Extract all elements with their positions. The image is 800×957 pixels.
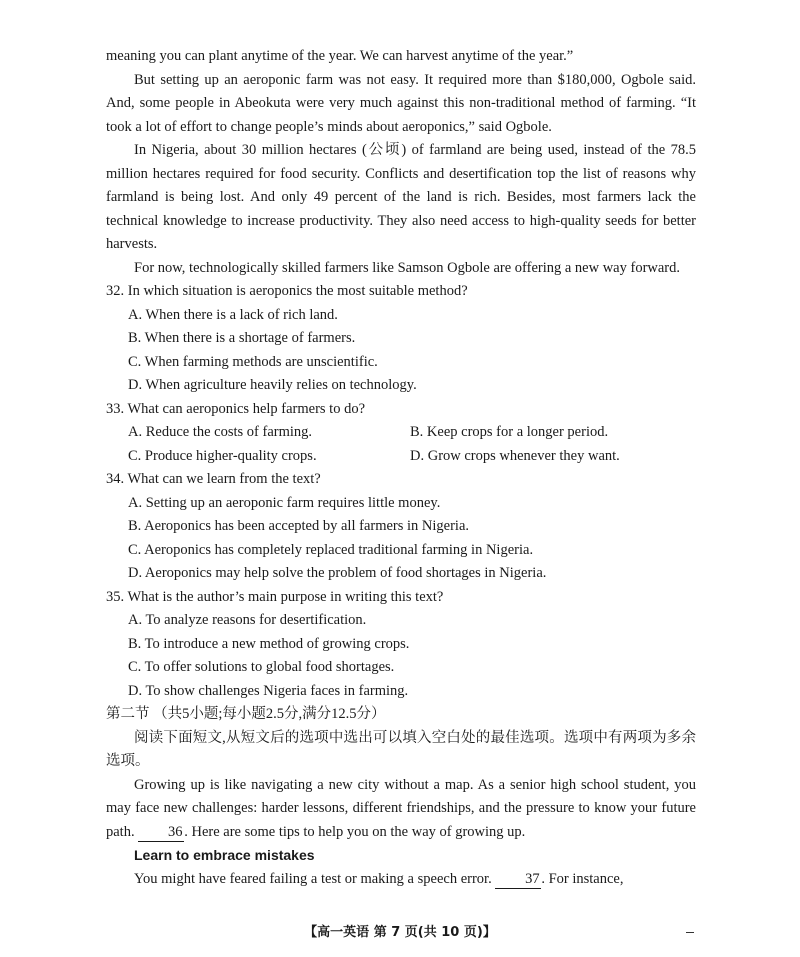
cloze-text: For instance,	[548, 870, 624, 887]
blank-36: 36	[138, 823, 184, 842]
passage-line-continued: meaning you can plant anytime of the year. We can harvest anytime of the year.”	[106, 48, 574, 64]
blank-37: 37	[495, 870, 541, 889]
page-footer: 【高一英语 第 7 页(共 10 页)】	[304, 925, 496, 940]
option-c: C. Aeroponics has completely replaced traditional farming in Nigeria.	[128, 541, 534, 558]
option-b: B. To introduce a new method of growing crops.	[128, 635, 410, 652]
option-c: C. To offer solutions to global food shortages.	[128, 659, 395, 675]
option-a: A. Reduce the costs of farming.	[128, 424, 313, 440]
option-c: C. When farming methods are unscientific.	[128, 353, 378, 370]
question-35	[106, 586, 696, 704]
passage-paragraph-nigeria: In Nigeria, about 30 million hectares (公顷) of farmland are being used, instead of the 78.5 million hectares required for food security. Conflicts and desertification top the list of reasons why farmland is being lost. And only 49 percent of the land is rich. Besides, most farmers lack the technical knowledge to increase productivity. They also need access to high-quality seeds for better harvests.	[106, 142, 696, 252]
section-heading: 第二节 （共5小题;每小题2.5分,满分12.5分）	[106, 706, 386, 722]
option-a: A. When there is a lack of rich land.	[128, 306, 338, 323]
cloze-paragraph-mistakes: You might have feared failing a test or making a speech error. 37 . For instance,	[134, 870, 624, 887]
question-33	[106, 398, 696, 469]
corner-mark	[686, 932, 694, 933]
option-row	[128, 445, 696, 469]
option-b: B. When there is a shortage of farmers.	[128, 330, 356, 346]
question-32	[106, 280, 696, 398]
option-d: D. Grow crops whenever they want.	[410, 447, 620, 464]
option-d: D. When agriculture heavily relies on technology.	[128, 377, 417, 393]
cloze-text: You might have feared failing a test or making a speech error.	[134, 870, 492, 887]
option-row	[128, 421, 696, 445]
passage-paragraph-conclusion: For now, technologically skilled farmers like Samson Ogbole are offering a new way forward.	[134, 259, 681, 276]
option-b: B. Keep crops for a longer period.	[410, 424, 609, 440]
question-stem: 35. What is the author’s main purpose in writing this text?	[106, 588, 444, 605]
cloze-subheading: Learn to embrace mistakes	[134, 847, 315, 863]
cloze-text: Growing up is like navigating a new city without a map. As a senior high school student, you may face new challenges: harder lessons, different friendships, and the pressure to know your future path.	[106, 776, 696, 840]
cloze-text: Here are some tips to help you on the way of growing up.	[191, 823, 526, 840]
option-d: D. To show challenges Nigeria faces in farming.	[128, 682, 409, 699]
option-b: B. Aeroponics has been accepted by all farmers in Nigeria.	[128, 518, 470, 534]
section-instruction: 阅读下面短文,从短文后的选项中选出可以填入空白处的最佳选项。选项中有两项为多余选项。	[106, 729, 696, 769]
question-stem: 34. What can we learn from the text?	[106, 471, 321, 487]
passage-paragraph-cost: But setting up an aeroponic farm was not easy. It required more than $180,000, Ogbole said. And, some people in Abeokuta were very much against this non-traditional method of farming. “It took a lot of effort to change people’s minds about aeroponics,” said Ogbole.	[106, 71, 696, 135]
option-d: D. Aeroponics may help solve the problem of food shortages in Nigeria.	[128, 565, 547, 581]
option-c: C. Produce higher-quality crops.	[128, 447, 317, 464]
option-a: A. To analyze reasons for desertification.	[128, 612, 367, 628]
question-stem: 33. What can aeroponics help farmers to do?	[106, 400, 366, 417]
exam-page	[106, 45, 696, 891]
option-a: A. Setting up an aeroponic farm requires little money.	[128, 494, 441, 511]
cloze-intro-paragraph: Growing up is like navigating a new city without a map. As a senior high school student, you may face new challenges: harder lessons, different friendships, and the pressure to know your future path. 36 . Here are some tips to help you on the way of growing up.	[106, 776, 696, 840]
question-stem: 32. In which situation is aeroponics the most suitable method?	[106, 283, 468, 299]
question-34	[106, 468, 696, 586]
